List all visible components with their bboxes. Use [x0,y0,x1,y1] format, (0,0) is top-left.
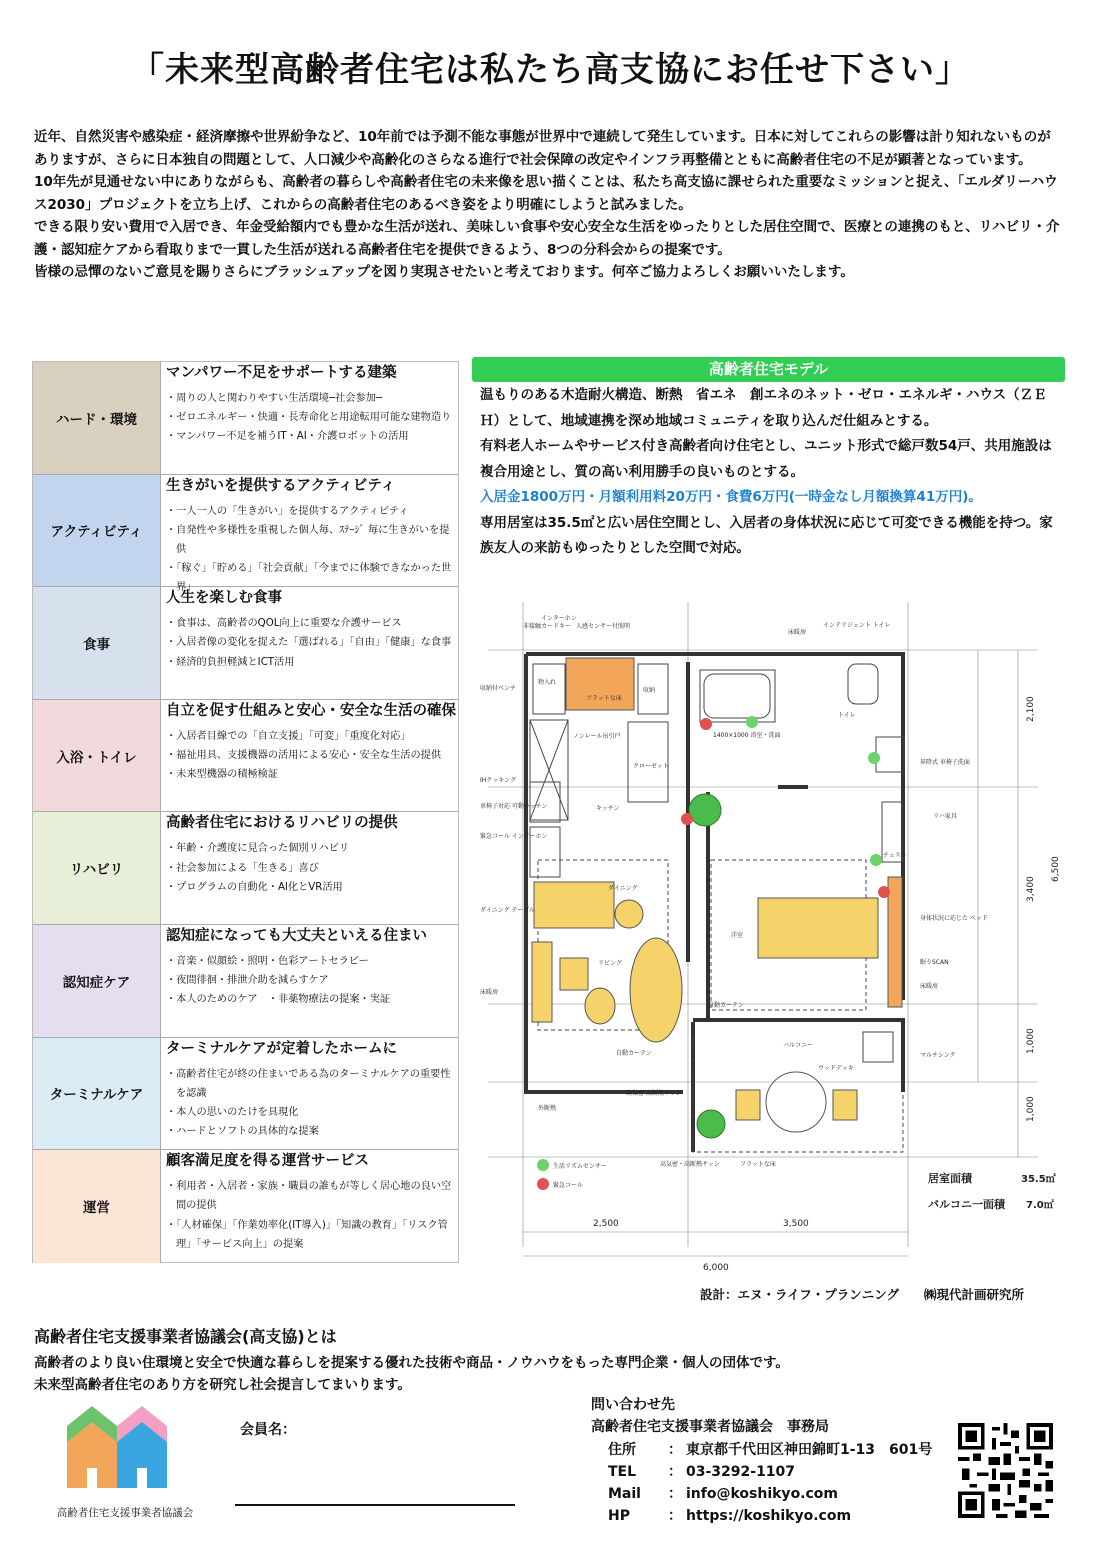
intro-paragraph: 近年、自然災害や感染症・経済摩擦や世界紛争など、10年前では予測不能な事態が世界中で連続して発生しています。日本に対してこれらの影響は計り知れないものがありますが、さらに日本独自の問題として、人口減少や高齢化のさらなる進行で社会保障の改定やインフラ再整備とともに高齢者住宅の不足が顕著となっています。 [34,129,1051,168]
category-heading: 自立を促す仕組みと安心・安全な生活の確保 [166,702,456,719]
label-dining-table: ダイニング テーブル [480,907,535,914]
about-line: 未来型高齢者住宅のあり方を研究し社会提言してまいります。 [34,1377,411,1393]
label-auto-curtain-2: 自動カーテン [708,1002,744,1009]
category-item: ・社会参加による「生きる」喜び [166,862,319,874]
logo-caption: 高齢者住宅支援事業者協議会 [56,1507,194,1519]
category-item: ・未来型機器の積極検証 [166,769,279,781]
label-vanity: 昇降式 車椅子洗面 [920,759,970,766]
label-high-sash: 高気密 高断熱サッシ [626,1090,682,1097]
dim-2100: 2,100 [1026,696,1036,722]
category-row [33,475,458,594]
area-room-label: 居室面積 [928,1172,972,1185]
label-sleep-scan: 眠りSCAN [920,959,949,966]
label-ih: IHクッキング [480,777,517,784]
category-name: 運営 [33,1150,161,1263]
model-section-header: 高齢者住宅モデル [472,357,1065,382]
category-name: ターミナルケア [33,1038,161,1150]
contact-key: TEL [608,1463,637,1480]
category-heading: 高齢者住宅におけるリハビリの提供 [166,815,398,832]
label-entrance-storage: 物入れ [538,679,557,686]
label-closet: クローゼット [633,763,669,770]
category-name: ハード・環境 [33,362,161,474]
label-flat-floor: フラットな床 [586,695,622,702]
model-price: 入居金1800万円・月額利用料20万円・食費6万円(一時金なし月額換算41万円)。 [480,489,982,505]
contact-block [591,1394,951,1528]
category-item: ・「人材確保」「作業効率化(IT導入)」「知識の教育」「リスク管理」「サービス向上」の提案 [166,1219,448,1250]
category-items [166,1177,458,1254]
category-row [33,1150,458,1263]
model-paragraph: 有料老人ホームやサービス付き高齢者向け住宅とし、ユニット形式で総戸数54戸、共用施設は複合用途とし、質の高い利用勝手の良いものとする。 [480,438,1052,480]
label-rehab-furniture: リハ家具 [933,813,957,820]
category-item: ・「稼ぐ」「貯める」「社会貢献」「今までに体験できなかった世界」 [166,563,452,594]
intro-paragraph: 10年先が見通せない中にありながらも、高齢者の暮らしや高齢者住宅の未来像を思い描くことは、私たち高支協に課せられた重要なミッションと捉え、「エルダリーハウス2030」プロジェクトを立ち上げ、これからの高齢者住宅のあるべき姿をより明確にしようと試みました。 [34,174,1058,213]
category-item: ・本人の思いのたけを具現化 [166,1107,299,1118]
contact-colon: ： [668,1463,682,1480]
category-name: 認知症ケア [33,925,161,1037]
label-auto-curtain: 自動カーテン [616,1050,652,1057]
category-heading: 生きがいを提供するアクティビティ [166,477,396,494]
label-emergency-call: 緊急コール インターホン [480,833,548,840]
about-line: 高齢者のより良い住環境と安全で快適な暮らしを提案する優れた技術や商品・ノウハウをもった専門企業・個人の団体です。 [34,1355,789,1371]
category-item: ・マンパワー不足を補うIT・AI・介護ロボットの活用 [166,431,409,443]
category-row [33,812,458,925]
contact-colon: ： [668,1486,682,1503]
contact-key: Mail [608,1486,641,1503]
contact-row [591,1505,951,1527]
area-room-value: 35.5㎡ [1021,1174,1056,1185]
member-name-line [235,1504,515,1506]
label-motion-light: 人感センサー付照明 [576,623,631,630]
category-item: ・音楽・似顔絵・照明・色彩アートセラピー [166,956,369,967]
about-text [34,1352,1064,1396]
member-name-label: 会員名： [240,1422,296,1438]
label-western-room: 洋室 [731,932,744,939]
contact-row [591,1461,951,1483]
category-heading: ターミナルケアが定着したホームに [166,1040,397,1057]
category-item: ・自発性や多様性を重視した個人毎、ｽﾃｰｼﾞ 毎に生きがいを提供 [166,524,450,555]
category-heading: 顧客満足度を得る運営サービス [166,1153,369,1170]
category-item: ・福祉用具、支援機器の活用による安心・安全な生活の提供 [166,750,442,761]
category-items [166,614,458,672]
dim-3500: 3,500 [783,1219,809,1229]
area-balcony-label: バルコニ一面積 [928,1198,1005,1211]
page-title: 「未来型高齢者住宅は私たち高支協にお任せ下さい」 [130,50,970,90]
contact-colon: ： [668,1441,682,1458]
category-item: ・本人のためのケア ・非薬物療法の提案・実証 [166,994,391,1006]
category-item: ・食事は、高齢者のQOL向上に重要な介護サービス [166,618,402,630]
label-multi-sink: マルチシンク [920,1052,956,1059]
label-living: リビング [598,960,622,967]
category-item: ・夜間徘徊・排泄介助を減らすケア [166,975,329,987]
label-storage-bench: 収納付ベンチ [480,685,517,692]
category-items [166,1065,458,1142]
floor-plan [478,592,1068,1280]
category-item: ・入居者像の変化を捉えた「選ばれる」「自由」「健康」な食事 [166,637,452,649]
category-item: ・周りの人と関わりやすい生活環境─社会参加─ [166,393,383,404]
label-outer-heat: 外断熱 [538,1105,557,1112]
dim-6000: 6,000 [703,1263,729,1273]
legend-call: 緊急コール [553,1182,583,1189]
dim-2500: 2,500 [593,1219,619,1229]
label-toilet: トイレ [838,712,856,719]
dim-6500: 6,500 [1051,856,1061,882]
category-heading: 人生を楽しむ食事 [166,590,282,607]
dim-1000b: 1,000 [1026,1096,1036,1122]
category-item: ・一人一人の「生きがい」を提供するアクティビティ [166,505,409,517]
label-bath: 1400×1000 浴室・洗面 [713,732,781,739]
model-description [480,383,1065,562]
category-row [33,587,458,700]
category-items [166,839,458,897]
contact-colon: ： [668,1508,682,1525]
intro-paragraph: 皆様の忌憚のないご意見を賜りさらにブラッシュアップを図り実現させたいと考えております。何卒ご協力よろしくお願いいたします。 [34,264,854,280]
koshikyo-logo-icon [64,1398,170,1490]
contact-org: 高齢者住宅支援事業者協議会 事務局 [591,1419,829,1436]
category-heading: マンパワー不足をサポートする建築 [166,365,397,381]
legend-sensor: 生活リズムセンサー [553,1163,607,1170]
category-item: ・利用者・入居者・家族・職員の誰もが等しく居心地の良い空間の提供 [166,1181,452,1212]
contact-heading: 問い合わせ先 [591,1397,675,1413]
label-rail-door: ノンレール吊引戸 [573,733,621,740]
category-name: 食事 [33,587,161,699]
contact-mail-link[interactable]: info@koshikyo.com [686,1486,839,1503]
category-name: リハビリ [33,812,161,924]
label-kitchen: キッチン [596,805,620,812]
category-item: ・年齢・介護度に見合った個別リハビリ [166,843,350,855]
contact-key: HP [608,1508,630,1525]
category-item: ・高齢者住宅が終の住まいである為のターミナルケアの重要性を認識 [166,1068,451,1099]
model-paragraph: 専用居室は35.5㎡と広い居住空間とし、入居者の身体状況に応じて可変できる機能を持つ。家族友人の来訪もゆったりとした空間で対応。 [480,514,1053,556]
category-row [33,925,458,1038]
category-heading: 認知症になっても大丈夫といえる住まい [166,928,427,944]
dim-3400: 3,400 [1026,876,1036,902]
category-name: アクティビティ [33,475,161,587]
category-item: ・ゼロエネルギー・快適・長寿命化と用途転用可能な建物造り [166,412,452,424]
label-cardkey: 非接触カードキー [523,623,572,630]
category-item: ・プログラムの自動化・AI化とVR活用 [166,881,343,893]
label-flat-floor-2: フラットな床 [740,1161,776,1168]
category-row [33,700,458,813]
intro-text [34,126,1064,284]
label-intelligent-toilet: インテリジェント トイレ [823,622,891,629]
label-bed: 身体状況に応じた ベッド [920,915,988,922]
furniture [532,658,902,1132]
category-items [166,952,458,1010]
label-storage: 収納 [643,687,656,694]
label-balcony: バルコニー [783,1042,814,1049]
category-items [166,502,458,598]
qr-code-icon[interactable] [958,1423,1053,1518]
about-title: 高齢者住宅支援事業者協議会(高支協)とは [34,1327,337,1346]
area-balcony-value: 7.0㎡ [1026,1200,1054,1211]
category-items [166,389,458,447]
design-credit: 設計：エヌ・ライフ・プランニング ㈱現代計画研究所 [700,1287,1025,1302]
label-floor-heater-3: 床暖房 [920,983,939,990]
contact-row [591,1483,951,1505]
category-row [33,362,458,475]
label-high-sash-2: 高気密・高断熱サッシ [660,1161,720,1168]
label-floor-heater: 床暖房 [480,989,499,996]
model-paragraph: 温もりのある木造耐火構造、断熱 省エネ 創エネのネット・ゼロ・エネルギ・ハウス（ＺＥＨ）として、地域連携を深め地域コミュニティを取り込んだ仕組みとする。 [480,387,1047,429]
intro-paragraph: できる限り安い費用で入居でき、年金受給額内でも豊かな生活が送れ、美味しい食事や安心安全な生活をゆったりとした居住空間で、医療との連携のもと、リハビリ・介護・認知症ケアから看取りまで一貫した生活が送れる高齢者住宅を提供できるよう、8つの分科会からの提案です。 [34,219,1060,258]
contact-website-link[interactable]: https://koshikyo.com [686,1508,852,1525]
category-item: ・ハードとソフトの具体的な提案 [166,1126,319,1138]
contact-address: 東京都千代田区神田錦町1-13 601号 [686,1441,933,1458]
label-intercom: インターホン [541,615,577,622]
category-table [32,361,459,1263]
label-wood-deck: ウッドデッキ [818,1065,854,1072]
label-chest: チェスト [883,852,907,859]
contact-tel[interactable]: 03-3292-1107 [686,1463,796,1480]
area-info [928,1171,1057,1211]
contact-row [591,1439,951,1461]
category-name: 入浴・トイレ [33,700,161,812]
contact-key: 住所 [608,1441,636,1458]
label-dining: ダイニング [608,885,638,892]
label-kitchen-wheelchair: 車椅子対応 可動キッチン [480,803,548,810]
category-item: ・入居者目線での「自立支援」「可変」「重度化対応」 [166,730,411,742]
category-item: ・経済的負担軽減とICT活用 [166,656,295,668]
label-floor-heater-2: 床暖房 [788,629,807,636]
category-items [166,727,458,785]
dim-1000a: 1,000 [1026,1028,1036,1054]
category-row [33,1038,458,1151]
